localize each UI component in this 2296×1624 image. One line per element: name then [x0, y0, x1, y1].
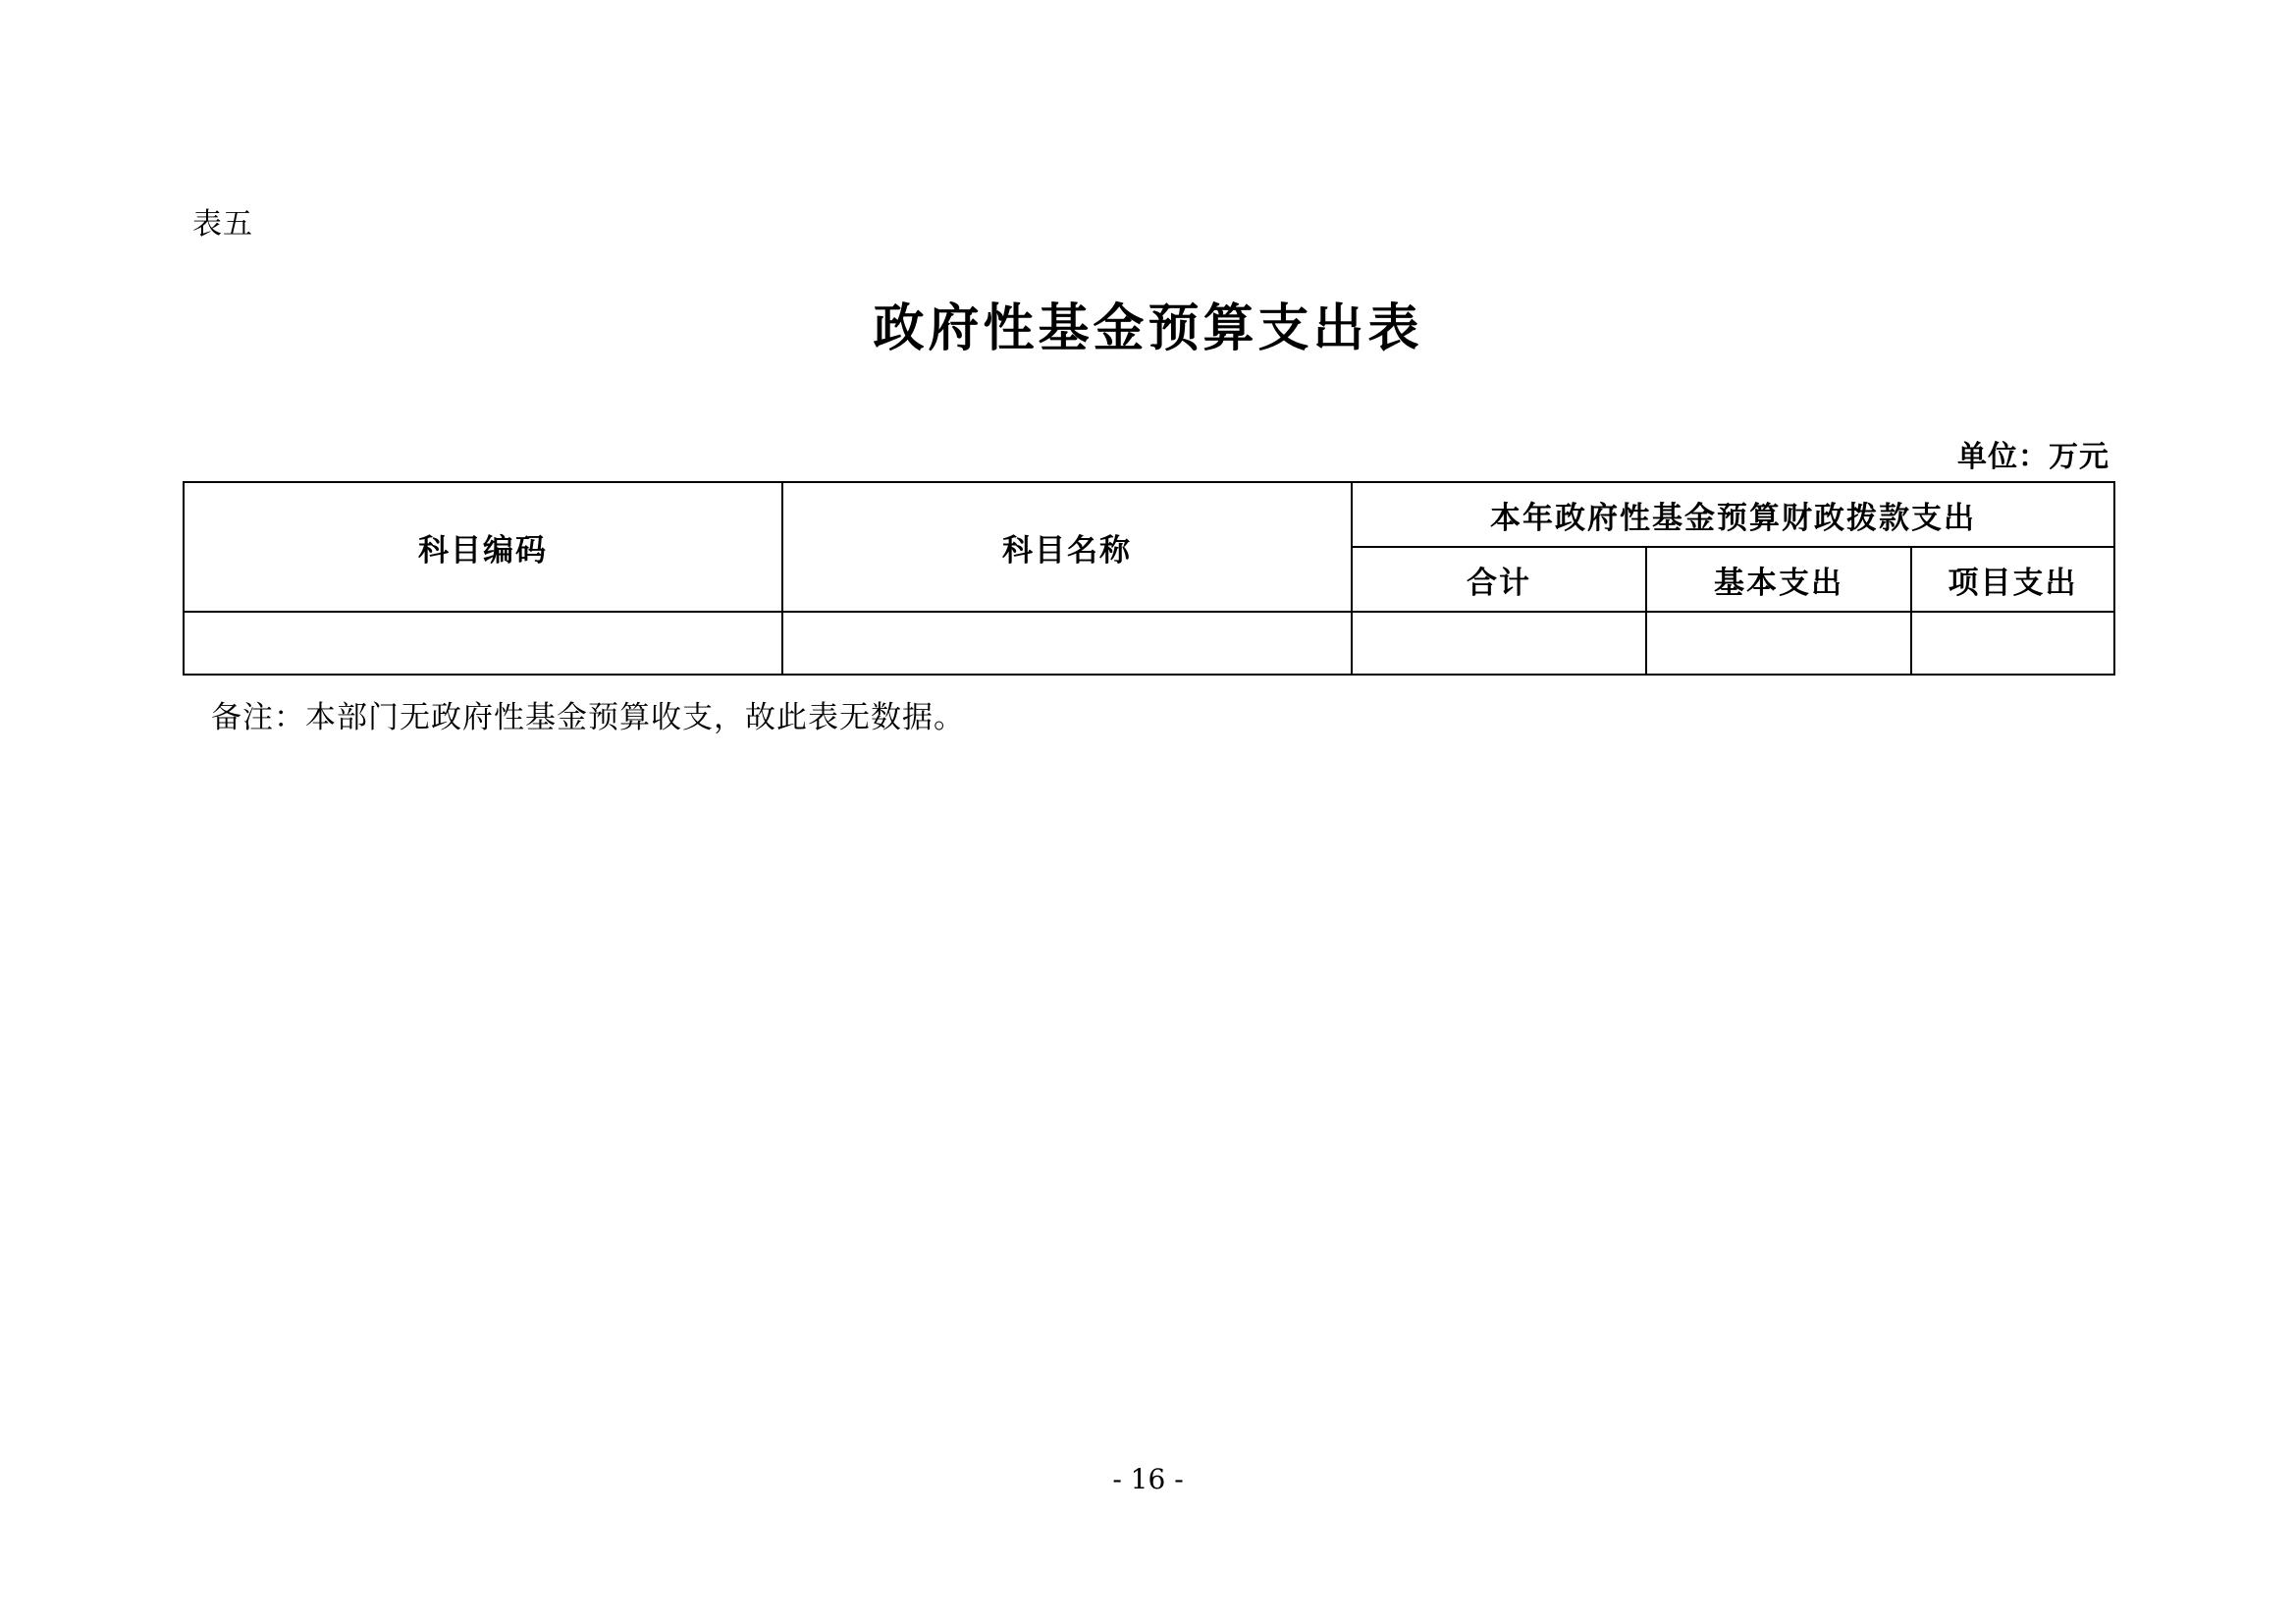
page-number: - 16 -: [1112, 1463, 1184, 1495]
cell-code: [184, 612, 782, 675]
header-cell-project: 项目支出: [1911, 547, 2114, 612]
cell-name: [782, 612, 1352, 675]
header-cell-name: 科目名称: [782, 482, 1352, 612]
table-header-row-1: [184, 482, 2114, 547]
cell-basic: [1646, 612, 1911, 675]
page-title: 政府性基金预算支出表: [873, 298, 1423, 358]
unit-note: 单位：万元: [1957, 440, 2109, 474]
table-remark: 备注：本部门无政府性基金预算收支，故此表无数据。: [211, 700, 965, 735]
header-cell-group: 本年政府性基金预算财政拨款支出: [1352, 482, 2114, 547]
table-label: 表五: [192, 207, 253, 242]
cell-project: [1911, 612, 2114, 675]
header-cell-code: 科目编码: [184, 482, 782, 612]
budget-expenditure-table: [183, 481, 2115, 676]
table-row: [184, 612, 2114, 675]
header-cell-total: 合计: [1352, 547, 1646, 612]
header-cell-basic: 基本支出: [1646, 547, 1911, 612]
cell-total: [1352, 612, 1646, 675]
